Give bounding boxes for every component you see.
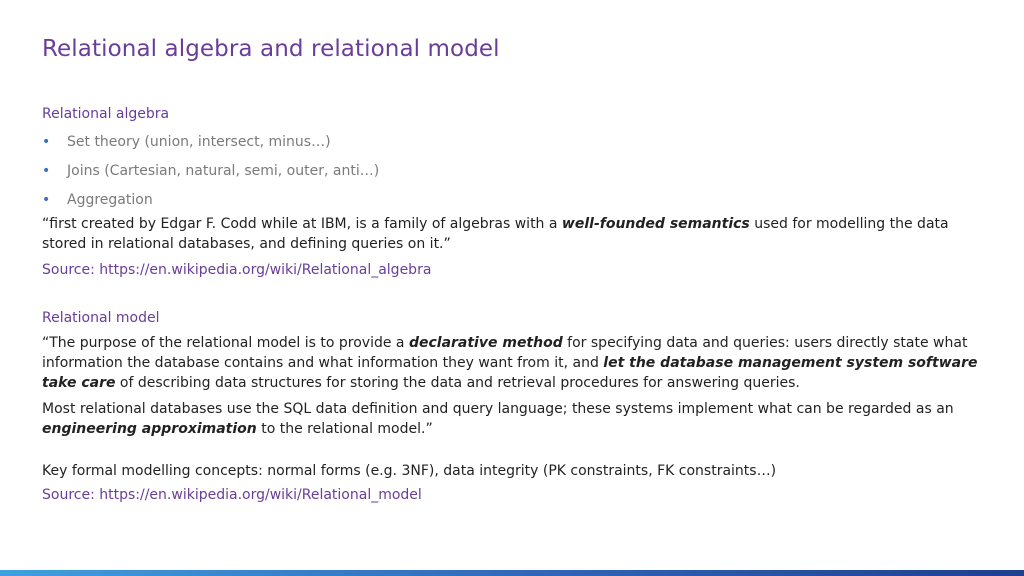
- emphasis-text: well-founded semantics: [561, 216, 750, 232]
- quote-text: used for modelling the data stored in relational databases, and defining queries on it.”: [42, 216, 949, 252]
- key-concepts-text: Key formal modelling concepts: normal forms (e.g. 3NF), data integrity (PK constraints, FK constraints…): [42, 463, 777, 479]
- emphasis-text: declarative method: [408, 335, 563, 351]
- algebra-source-link[interactable]: Source: https://en.wikipedia.org/wiki/Relational_algebra: [42, 262, 432, 278]
- quote-text: “first created by Edgar F. Codd while at IBM, is a family of algebras with a: [42, 216, 562, 232]
- bullet-icon: •: [42, 192, 51, 208]
- emphasis-text: engineering approximation: [42, 421, 257, 437]
- bullet-text: Aggregation: [67, 192, 153, 208]
- bullet-text: Set theory (union, intersect, minus…): [67, 134, 331, 150]
- bullet-icon: •: [42, 134, 51, 150]
- quote-text: to the relational model.”: [256, 421, 433, 437]
- quote-text: Most relational databases use the SQL data definition and query language; these systems implement what can be regarded as an: [42, 401, 954, 417]
- quote-text: for specifying data and queries: users directly state what information the database contains and what information they want from it, and: [42, 335, 968, 371]
- quote-text: “The purpose of the relational model is to provide a: [42, 335, 409, 351]
- page-title: Relational algebra and relational model: [42, 36, 500, 62]
- footer-accent-bar: [0, 570, 1024, 576]
- model-quote-paragraph-1: [42, 333, 982, 393]
- section-heading-algebra: Relational algebra: [42, 106, 170, 122]
- section-heading-model: Relational model: [42, 310, 160, 326]
- list-item: [42, 190, 982, 210]
- bullet-icon: •: [42, 163, 51, 179]
- algebra-bullet-list: [42, 132, 982, 210]
- list-item: [42, 161, 982, 181]
- quote-text: of describing data structures for storing the data and retrieval procedures for answering queries.: [115, 375, 800, 391]
- list-item: [42, 132, 982, 152]
- algebra-quote: [42, 214, 982, 254]
- bullet-text: Joins (Cartesian, natural, semi, outer, anti…): [67, 163, 380, 179]
- slide-content: [42, 104, 982, 505]
- model-source-link[interactable]: Source: https://en.wikipedia.org/wiki/Relational_model: [42, 487, 422, 503]
- model-quote-paragraph-2: [42, 399, 982, 439]
- emphasis-text: let the database management system software take care: [42, 355, 978, 391]
